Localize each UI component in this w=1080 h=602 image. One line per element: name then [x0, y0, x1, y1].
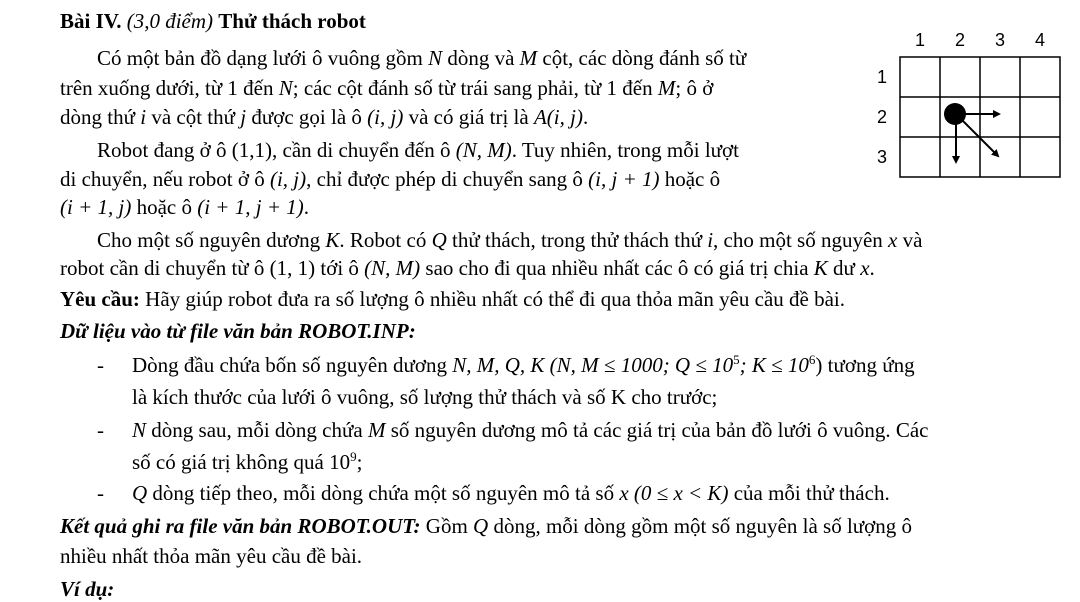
requirement-label: Yêu cầu:: [60, 287, 140, 311]
grid-lines: [900, 57, 1060, 177]
requirement-text: Hãy giúp robot đưa ra số lượng ô nhiều nhất có thể đi qua thỏa mãn yêu cầu đề bài.: [145, 287, 846, 311]
output-line-1: Kết quả ghi ra file văn bản ROBOT.OUT: Gồm Q dòng, mỗi dòng gồm một số nguyên là số lượng ô: [60, 514, 913, 538]
input-bullet-3-line-1: Q dòng tiếp theo, mỗi dòng chứa một số nguyên mô tả số x (0 ≤ x < K) của mỗi thử thách.: [132, 481, 890, 505]
example-heading: Ví dụ:: [60, 577, 115, 601]
input-bullet-1-line-1: Dòng đầu chứa bốn số nguyên dương N, M, Q, K (N, M ≤ 1000; $Q \le 10^5$; $K \le 10^6$) tương ứng: [132, 352, 915, 377]
robot-grid-svg: [868, 22, 1068, 192]
title-name: Thử thách robot: [218, 9, 366, 33]
input-bullet-1-dash: -: [97, 353, 104, 377]
input-bullet-1-line-2: là kích thước của lưới ô vuông, số lượng thử thách và số K cho trước;: [132, 385, 718, 409]
col-label-4: 4: [1034, 30, 1046, 50]
intro-line-1: Có một bản đồ dạng lưới ô vuông gồm N dòng và M cột, các dòng đánh số từ: [97, 46, 747, 70]
title-label: Bài IV.: [60, 9, 122, 33]
row-label-3: 3: [876, 147, 888, 167]
row-label-2: 2: [876, 107, 888, 127]
challenge-line-2: robot cần di chuyển từ ô (1, 1) tới ô (N, M) sao cho đi qua nhiều nhất các ô có giá trị chia K dư x.: [60, 256, 875, 280]
col-label-3: 3: [994, 30, 1006, 50]
move-line-2: di chuyển, nếu robot ở ô (i, j), chỉ được phép di chuyển sang ô (i, j + 1) hoặc ô: [60, 167, 721, 191]
input-bullet-2-line-1: N dòng sau, mỗi dòng chứa M số nguyên dương mô tả các giá trị của bản đồ lưới ô vuông. Các: [132, 418, 929, 442]
output-line-2: nhiều nhất thỏa mãn yêu cầu đề bài.: [60, 544, 363, 568]
output-heading: Kết quả ghi ra file văn bản ROBOT.OUT:: [60, 514, 421, 538]
intro-line-2: trên xuống dưới, từ 1 đến N; các cột đánh số từ trái sang phải, từ 1 đến M; ô ở: [60, 76, 714, 100]
input-heading: Dữ liệu vào từ file văn bản ROBOT.INP:: [60, 319, 416, 343]
robot-grid-figure: [868, 22, 1068, 192]
input-bullet-3-dash: -: [97, 481, 104, 505]
row-label-1: 1: [876, 67, 888, 87]
move-line-1: Robot đang ở ô (1,1), cần di chuyển đến ô (N, M). Tuy nhiên, trong mỗi lượt: [97, 138, 739, 162]
robot-dot: [944, 103, 966, 125]
move-line-3: (i + 1, j) hoặc ô (i + 1, j + 1).: [60, 195, 309, 219]
arrow-diagonal: [958, 116, 998, 156]
problem-title: [60, 8, 366, 34]
intro-line-3: dòng thứ i và cột thứ j được gọi là ô (i, j) và có giá trị là A(i, j).: [60, 105, 589, 129]
challenge-line-1: Cho một số nguyên dương K. Robot có Q thử thách, trong thử thách thứ i, cho một số nguyên x và: [97, 228, 923, 252]
input-bullet-2-line-2: số có giá trị không quá $10^9$;: [132, 449, 363, 474]
col-label-1: 1: [914, 30, 926, 50]
title-points: (3,0 điểm): [126, 9, 214, 33]
col-label-2: 2: [954, 30, 966, 50]
requirement: [60, 286, 845, 312]
input-bullet-2-dash: -: [97, 418, 104, 442]
